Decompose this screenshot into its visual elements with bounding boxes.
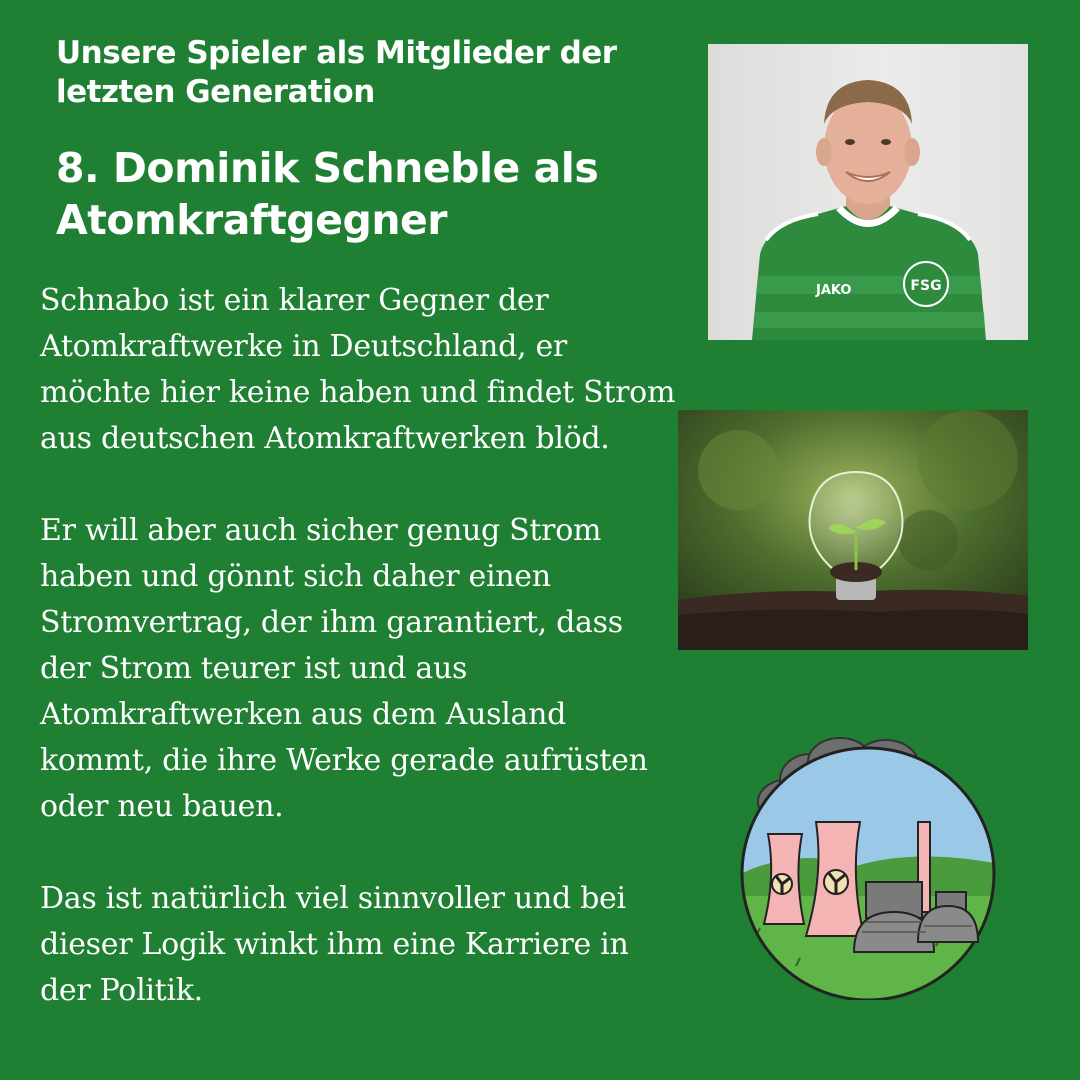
page-title: 8. Dominik Schneble als Atomkraftgegner (56, 144, 599, 244)
player-illustration (708, 44, 1028, 340)
subtitle: Unsere Spieler als Mitglieder der letzten Generation (56, 35, 617, 110)
player-photo (708, 44, 1028, 340)
paragraph-3: Das ist natürlich viel sinnvoller und bei dieser Logik winkt ihm eine Karriere in der Politik. (40, 881, 629, 1008)
nuclear-plant-icon (736, 736, 1000, 1000)
badge-text: FSG (910, 278, 942, 294)
bulb-seedling-photo (678, 410, 1028, 650)
jersey-brand: JAKO (816, 283, 852, 298)
paragraph-1: Schnabo ist ein klarer Gegner der Atomkraftwerke in Deutschland, er möchte hier keine haben und findet Strom aus deutschen Atomkraftwerken blöd. (40, 283, 676, 456)
nuclear-plant-illustration (736, 736, 1000, 1000)
bulb-illustration (678, 410, 1028, 650)
body-text (40, 278, 680, 1060)
paragraph-2: Er will aber auch sicher genug Strom haben und gönnt sich daher einen Stromvertrag, der ihm garantiert, dass der Strom teurer ist und aus Atomkraftwerken aus dem Ausland kommt, die ihre Werke gerade aufrüsten oder neu bauen. (40, 513, 648, 824)
